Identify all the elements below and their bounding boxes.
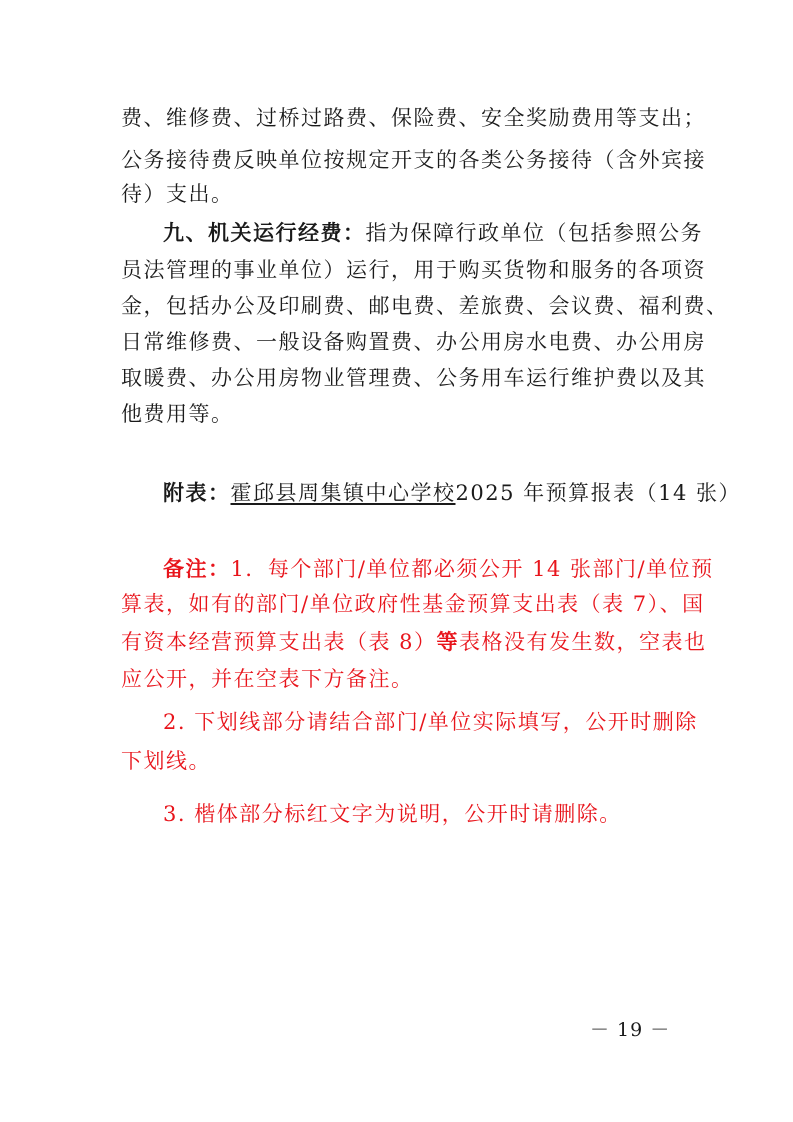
note-text: 表格没有发生数，空表也: [459, 630, 707, 654]
paragraph-line: 他费用等。: [121, 402, 234, 426]
attachment-unit-name: 霍邱县周集镇中心学校: [230, 481, 456, 505]
note-bold-text: 等: [436, 629, 460, 654]
attachment-rest: 2025 年预算报表（14 张）: [455, 481, 742, 505]
paragraph-line: 日常维修费、一般设备购置费、办公用房水电费、办公用房: [121, 330, 706, 354]
paragraph-line: 员法管理的事业单位）运行，用于购买货物和服务的各项资: [121, 258, 706, 282]
paragraph-line: 金，包括办公及印刷费、邮电费、差旅费、会议费、福利费、: [121, 294, 729, 318]
paragraph-line: 取暖费、办公用房物业管理费、公务用车运行维护费以及其: [121, 366, 706, 390]
page-number: － 19 －: [590, 1019, 671, 1041]
note-1-line: [163, 554, 723, 584]
note-1-line: [121, 627, 707, 657]
section-nine-heading: 九、机关运行经费：: [163, 220, 366, 245]
note-text: 1．每个部门/单位都必须公开 14 张部门/单位预: [230, 557, 714, 581]
section-nine-text: 指为保障行政单位（包括参照公务: [365, 221, 703, 245]
paragraph-line: 费、维修费、过桥过路费、保险费、安全奖励费用等支出；: [121, 106, 706, 130]
note-1-line: 应公开，并在空表下方备注。: [121, 667, 414, 691]
note-3-line: 3. 楷体部分标红文字为说明，公开时请删除。: [163, 802, 622, 826]
notes-label: 备注：: [163, 556, 231, 581]
paragraph-line: 公务接待费反映单位按规定开支的各类公务接待（含外宾接: [121, 148, 706, 172]
section-nine-first-line: [163, 218, 723, 248]
attachment-label: 附表：: [163, 480, 231, 505]
paragraph-line: 待）支出。: [121, 182, 234, 206]
note-text: 有资本经营预算支出表（表 8）: [121, 630, 437, 654]
attachment-line: [163, 478, 742, 508]
note-2-line: 下划线。: [121, 749, 211, 773]
note-2-line: 2. 下划线部分请结合部门/单位实际填写，公开时删除: [163, 710, 698, 734]
note-1-line: 算表，如有的部门/单位政府性基金预算支出表（表 7）、国: [121, 592, 705, 616]
